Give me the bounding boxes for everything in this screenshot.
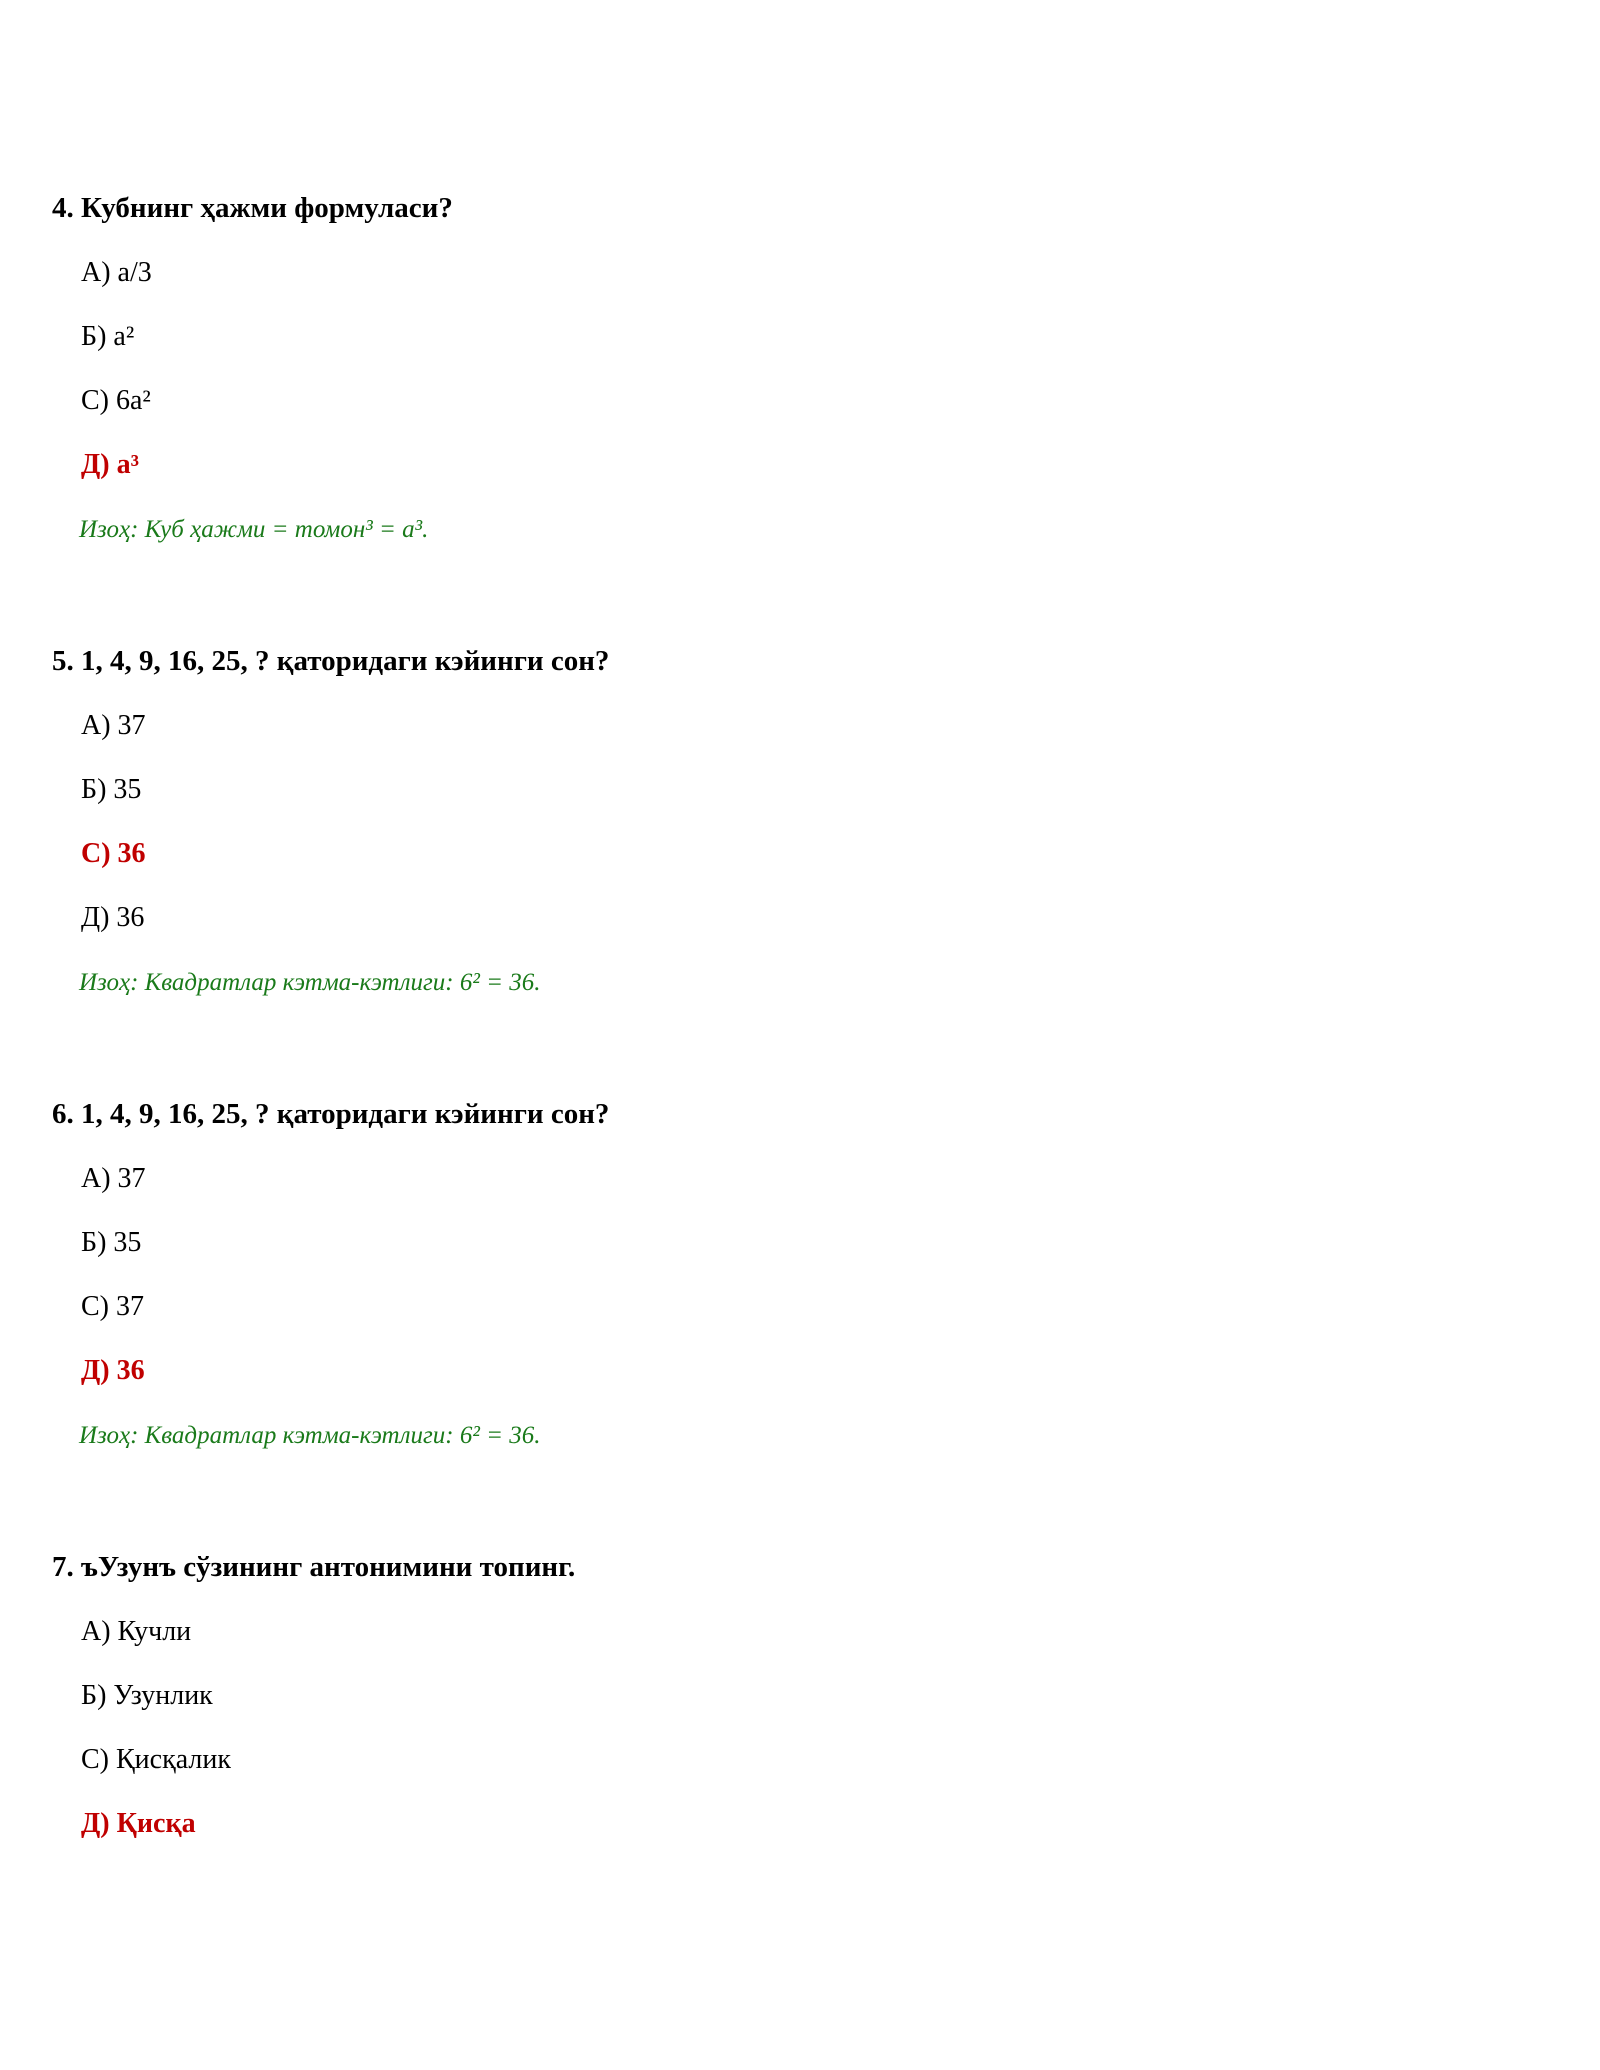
option-a: А) 37 [81,710,146,741]
option-b: Б) Узунлик [81,1680,213,1711]
option-a: А) 37 [81,1163,146,1194]
option-a: А) Кучли [81,1616,192,1647]
option-a: А) a/3 [81,257,152,288]
explanation-note: Изоҳ: Квадратлар кэтма-кэтлиги: 6² = 36. [79,1422,541,1449]
question-title: 4. Кубнинг ҳажми формуласи? [52,192,453,224]
explanation-note: Изоҳ: Куб ҳажми = томон³ = a³. [79,516,429,543]
option-d: Д) 36 [81,902,145,933]
option-d-correct-answer: Д) 36 [81,1355,145,1386]
option-d-correct-answer: Д) a³ [81,449,139,480]
question-title: 7. ъУзунъ сўзининг антонимини топинг. [52,1551,576,1583]
option-b: Б) a² [81,321,135,352]
option-c-correct-answer: С) 36 [81,838,146,869]
option-d-correct-answer: Д) Қисқа [81,1808,196,1839]
explanation-note: Изоҳ: Квадратлар кэтма-кэтлиги: 6² = 36. [79,969,541,996]
question-title: 5. 1, 4, 9, 16, 25, ? қаторидаги кэйинги сон? [52,645,610,677]
option-b: Б) 35 [81,1227,142,1258]
option-b: Б) 35 [81,774,142,805]
option-c: С) 37 [81,1291,144,1322]
option-c: С) Қисқалик [81,1744,231,1775]
question-title: 6. 1, 4, 9, 16, 25, ? қаторидаги кэйинги сон? [52,1098,610,1130]
option-c: С) 6a² [81,385,151,416]
